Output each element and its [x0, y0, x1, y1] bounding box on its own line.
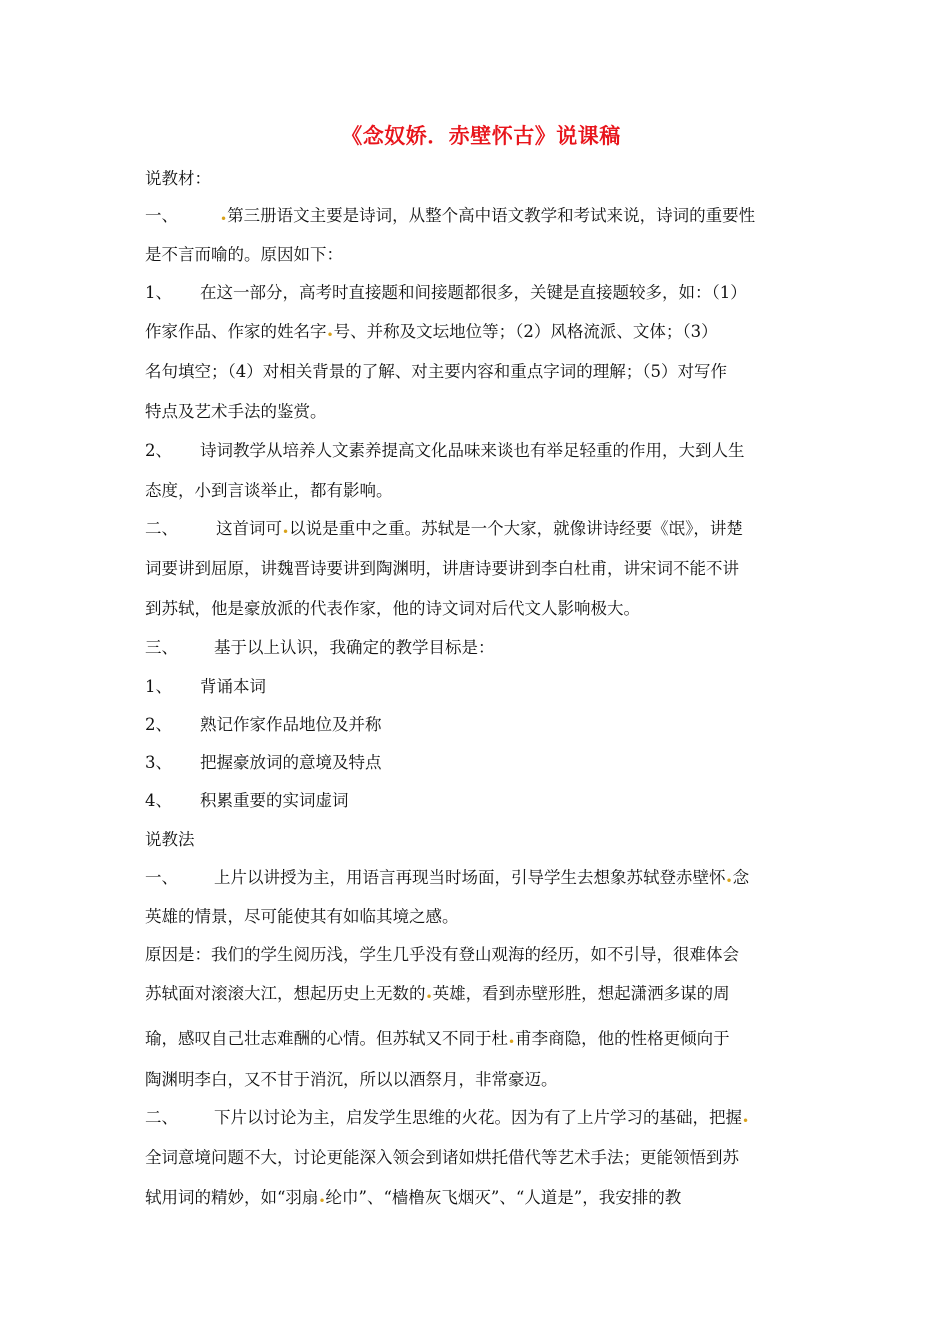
list-marker: 1、 — [145, 677, 172, 696]
list-item — [145, 790, 349, 812]
document-title: 《念奴娇．赤壁怀古》说课稿 — [341, 123, 621, 148]
paragraph-line — [145, 983, 730, 1008]
list-marker: 1、 — [145, 283, 172, 302]
line-text: 轼用词的精妙，如“羽扇 — [145, 1188, 319, 1207]
paragraph-line: 是不言而喻的。原因如下： — [145, 245, 343, 264]
line-text: 诗词教学从培养人文素养提高文化品味来谈也有举足轻重的作用，大到人生 — [200, 441, 745, 460]
line-text: 苏轼面对滚滚大江，想起历史上无数的 — [145, 984, 426, 1003]
list-item — [145, 676, 266, 698]
edit-mark-icon: • — [318, 1194, 326, 1208]
paragraph-line — [145, 518, 743, 543]
list-marker: 2、 — [145, 715, 172, 734]
list-marker: 二、 — [145, 1108, 178, 1127]
paragraph-line — [145, 867, 749, 892]
line-text: 号、并称及文坛地位等；（2）风格流派、文体；（3） — [333, 322, 718, 341]
paragraph-line: 陶渊明李白，又不甘于消沉，所以以酒祭月，非常豪迈。 — [145, 1070, 558, 1089]
line-text: 这首词可 — [216, 519, 282, 538]
edit-mark-icon: • — [282, 525, 290, 539]
edit-mark-icon: • — [742, 1114, 750, 1128]
line-text: 上片以讲授为主，用语言再现当时场面，引导学生去想象苏轼登赤壁怀 — [214, 868, 726, 887]
paragraph-line: 英雄的情景，尽可能使其有如临其境之感。 — [145, 907, 459, 926]
list-item — [145, 752, 382, 774]
line-text: 甫李商隐，他的性格更倾向于 — [515, 1029, 730, 1048]
edit-mark-icon: • — [725, 874, 733, 888]
paragraph-line: 名句填空；（4）对相关背景的了解、对主要内容和重点字词的理解；（5）对写作 — [145, 362, 727, 381]
paragraph-line: 态度，小到言谈举止，都有影响。 — [145, 481, 393, 500]
paragraph-line: 全词意境问题不大，讨论更能深入领会到诸如烘托借代等艺术手法；更能领悟到苏 — [145, 1148, 739, 1167]
paragraph-line — [145, 321, 718, 346]
list-marker: 一、 — [145, 868, 178, 887]
line-text: 第三册语文主要是诗词，从整个高中语文教学和考试来说，诗词的重要性 — [227, 206, 756, 225]
line-text: 背诵本词 — [200, 677, 266, 696]
edit-mark-icon: • — [425, 990, 433, 1004]
line-text: 积累重要的实词虚词 — [200, 791, 349, 810]
paragraph-line — [145, 637, 495, 659]
list-marker: 二、 — [145, 519, 178, 538]
paragraph-line — [145, 205, 755, 230]
edit-mark-icon: • — [508, 1035, 516, 1049]
paragraph-line — [145, 1187, 681, 1212]
line-text: 以说是重中之重。苏轼是一个大家，就像讲诗经要《氓》，讲楚 — [289, 519, 743, 538]
line-text: 作家作品、作家的姓名字 — [145, 322, 327, 341]
line-text: 下片以讨论为主，启发学生思维的火花。因为有了上片学习的基础，把握 — [214, 1108, 742, 1127]
line-text: 基于以上认识，我确定的教学目标是： — [214, 638, 495, 657]
section-heading-textbook: 说教材： — [145, 169, 211, 188]
list-item — [145, 714, 382, 736]
list-marker: 三、 — [145, 638, 178, 657]
paragraph-line — [145, 440, 745, 462]
line-text: 英雄，看到赤壁形胜，想起潇洒多谋的周 — [432, 984, 730, 1003]
line-text: 把握豪放词的意境及特点 — [200, 753, 382, 772]
section-heading-method: 说教法 — [145, 830, 195, 849]
list-marker: 一、 — [145, 206, 178, 225]
list-marker: 3、 — [145, 753, 172, 772]
line-text: 熟记作家作品地位及并称 — [200, 715, 382, 734]
list-marker: 4、 — [145, 791, 172, 810]
line-text: 瑜，感叹自己壮志难酬的心情。但苏轼又不同于杜 — [145, 1029, 508, 1048]
line-text: 纶巾”、“樯橹灰飞烟灭”、“人道是”，我安排的教 — [325, 1188, 682, 1207]
line-text: 念 — [732, 868, 750, 887]
paragraph-line: 词要讲到屈原，讲魏晋诗要讲到陶渊明，讲唐诗要讲到李白杜甫，讲宋词不能不讲 — [145, 559, 739, 578]
paragraph-line: 原因是：我们的学生阅历浅，学生几乎没有登山观海的经历，如不引导，很难体会 — [145, 945, 739, 964]
edit-mark-icon: • — [326, 328, 334, 342]
paragraph-line — [145, 282, 747, 304]
edit-mark-icon: • — [220, 212, 228, 226]
paragraph-line — [145, 1028, 730, 1053]
paragraph-line — [145, 1107, 749, 1132]
line-text: 在这一部分，高考时直接题和间接题都很多，关键是直接题较多，如：（1） — [200, 283, 747, 302]
list-marker: 2、 — [145, 441, 172, 460]
paragraph-line: 特点及艺术手法的鉴赏。 — [145, 402, 327, 421]
paragraph-line: 到苏轼，他是豪放派的代表作家，他的诗文词对后代文人影响极大。 — [145, 599, 640, 618]
